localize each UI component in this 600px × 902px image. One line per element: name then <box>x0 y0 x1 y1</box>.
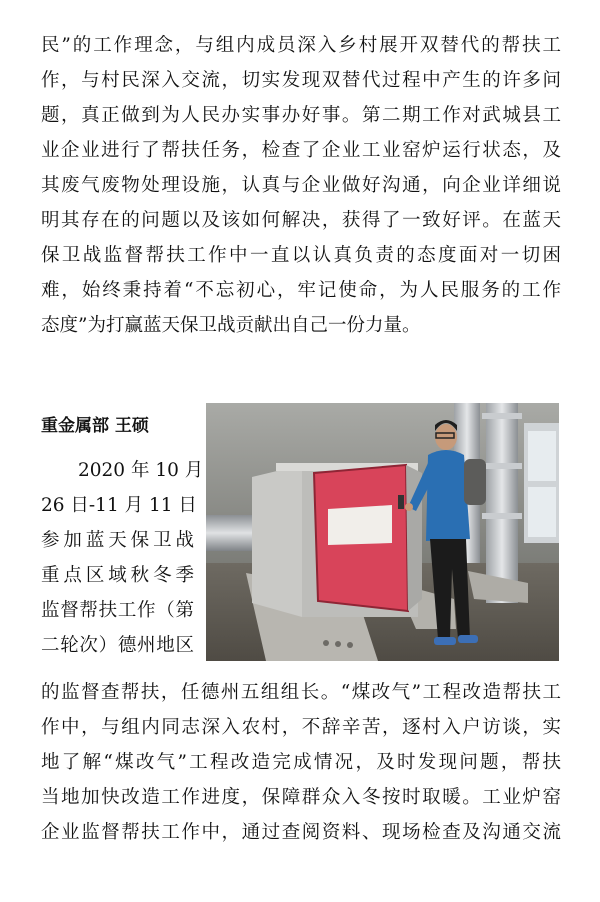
paragraph-line-last: 态度”为打赢蓝天保卫战贡献出自己一份力量。 <box>41 315 421 336</box>
paragraph-line: 难，始终秉持着“不忘初心，牢记使命，为人民服务的工作 <box>41 280 561 301</box>
paragraph-line: 题，真正做到为人民办实事办好事。第二期工作对武城县工 <box>41 105 561 126</box>
side-line: 二轮次）德州地区 <box>41 635 194 656</box>
paragraph-line: 明其存在的问题以及该如何解决，获得了一致好评。在蓝天 <box>41 210 561 231</box>
paragraph-line: 当地加快改造工作进度，保障群众入冬按时取暖。工业炉窑 <box>41 787 561 808</box>
paragraph-line: 其废气废物处理设施，认真与企业做好沟通，向企业详细说 <box>41 175 561 196</box>
paragraph-line: 保卫战监督帮扶工作中一直以认真负责的态度面对一切困 <box>41 245 561 266</box>
inspection-photo <box>206 403 559 661</box>
section-title: 重金属部 王硕 <box>41 416 149 436</box>
paragraph-line: 业企业进行了帮扶任务，检查了企业工业窑炉运行状态，及 <box>41 140 561 161</box>
paragraph-line: 地了解“煤改气”工程改造完成情况，及时发现问题，帮扶 <box>41 752 561 773</box>
paragraph-line: 作，与村民深入交流，切实发现双替代过程中产生的许多问 <box>41 70 561 91</box>
paragraph-line: 作中，与组内同志深入农村，不辞辛苦，逐村入户访谈，实 <box>41 717 561 738</box>
paragraph-line: 的监督查帮扶，任德州五组组长。“煤改气”工程改造帮扶工 <box>41 682 561 703</box>
paragraph-line: 民”的工作理念，与组内成员深入乡村展开双替代的帮扶工 <box>41 35 561 56</box>
side-line: 2020 年 10 月 <box>78 460 204 481</box>
inspection-photo-illustration <box>206 403 559 661</box>
side-line: 重点区域秋冬季 <box>41 565 194 586</box>
side-line: 参加蓝天保卫战 <box>41 530 194 551</box>
paragraph-line: 企业监督帮扶工作中，通过查阅资料、现场检查及沟通交流 <box>41 822 561 843</box>
side-line: 26 日-11 月 11 日 <box>41 495 197 516</box>
side-line: 监督帮扶工作（第 <box>41 600 194 621</box>
